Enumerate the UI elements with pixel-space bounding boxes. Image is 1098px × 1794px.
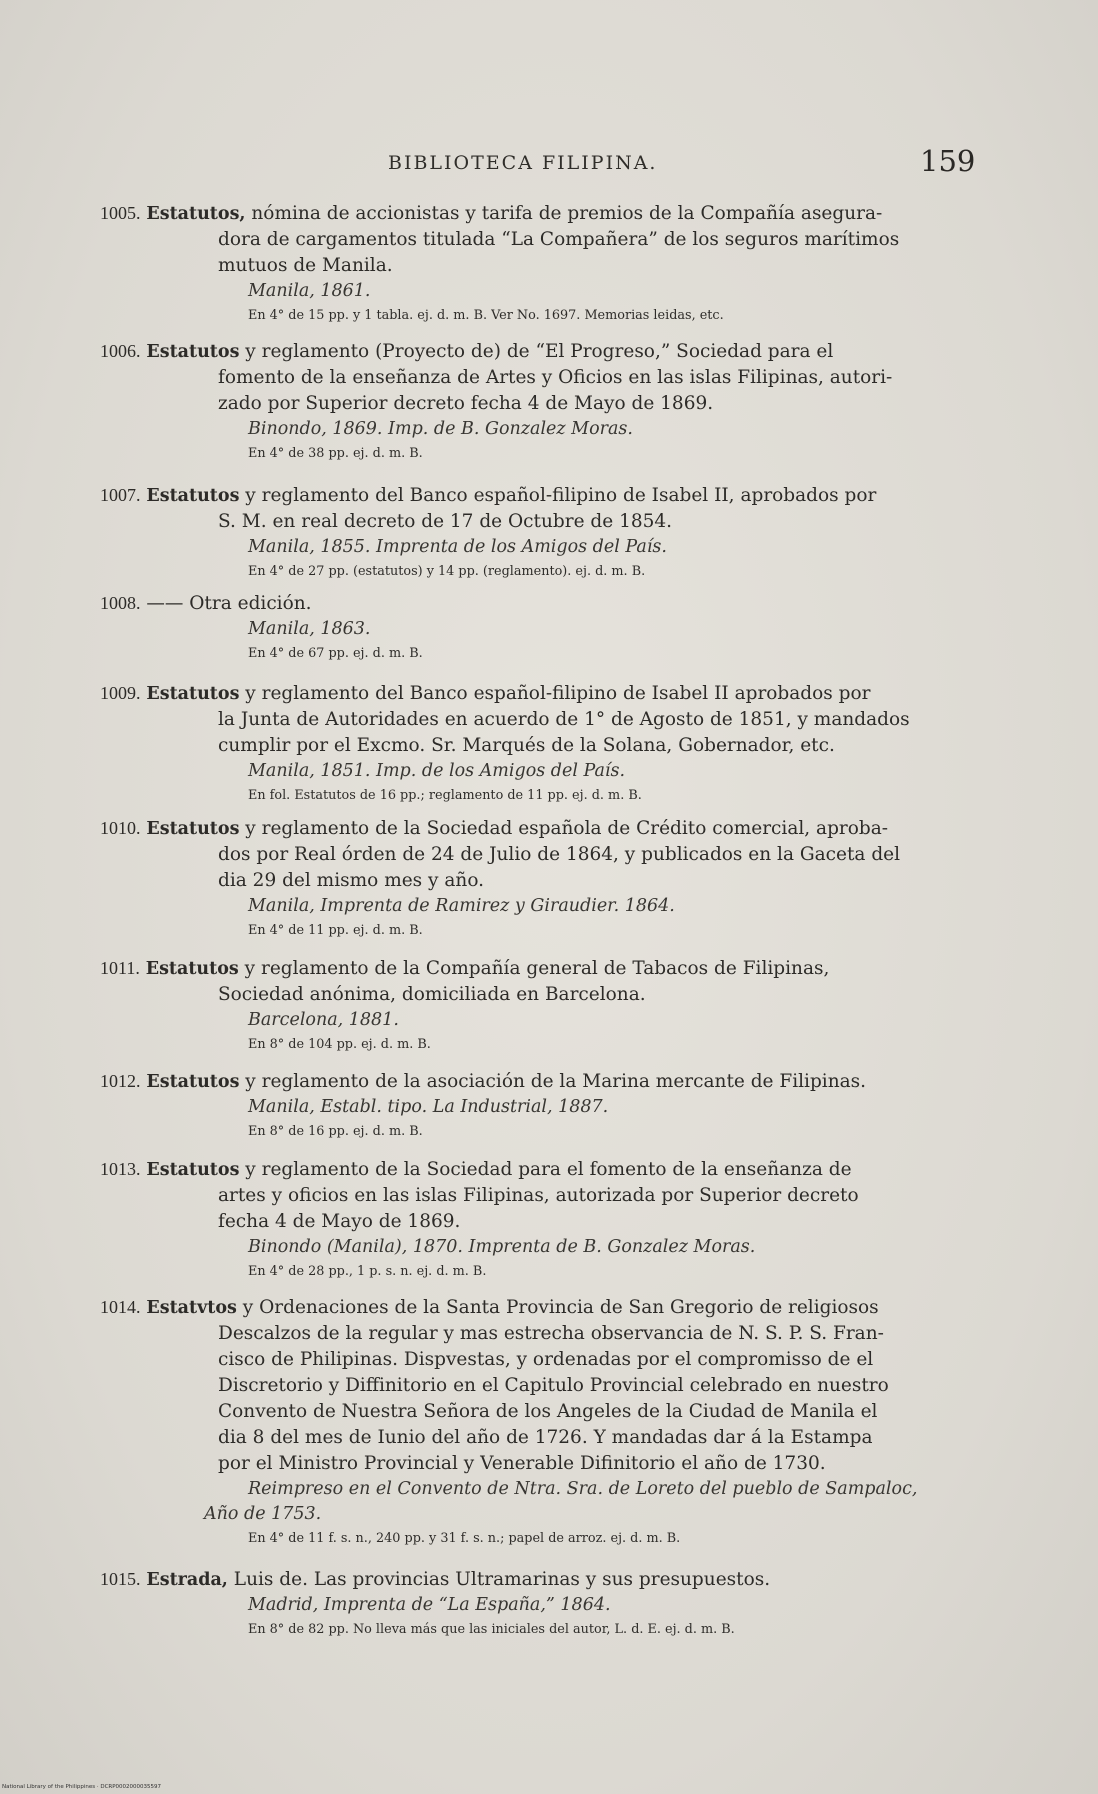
entry-number: 1010. (100, 818, 141, 838)
entry-text: y Ordenaciones de la Santa Provincia de San Gregorio de religiosos (236, 1297, 879, 1318)
entry-number: 1013. (100, 1159, 141, 1179)
entry-heading: Estatutos (146, 486, 240, 506)
entry-text: Luis de. Las provincias Ultramarinas y sus presupuestos. (227, 1569, 771, 1590)
entry-description: En 4° de 28 pp., 1 p. s. n. ej. d. m. B. (248, 1264, 487, 1279)
entry-text: zado por Superior decreto fecha 4 de Mayo de 1869. (218, 393, 714, 414)
entry-first-line (100, 955, 980, 982)
catalog-entry-1010 (100, 815, 980, 943)
entry-text: la Junta de Autoridades en acuerdo de 1° de Agosto de 1851, y mandados (218, 709, 910, 730)
entry-description: En 4° de 15 pp. y 1 tabla. ej. d. m. B. Ver No. 1697. Memorias leidas, etc. (248, 308, 724, 323)
entry-text: fomento de la enseñanza de Artes y Oficios en las islas Filipinas, autori- (218, 367, 893, 388)
entry-description: En 4° de 38 pp. ej. d. m. B. (248, 446, 423, 461)
entry-text: S. M. en real decreto de 17 de Octubre de 1854. (218, 511, 673, 532)
entry-heading: Estatutos, (146, 204, 246, 224)
entry-text: y reglamento (Proyecto de) de “El Progreso,” Sociedad para el (239, 341, 834, 362)
entry-heading: Estrada, (146, 1570, 228, 1590)
entry-imprint: Manila, 1851. Imp. de los Amigos del País. (248, 761, 626, 781)
entry-text: y reglamento de la asociación de la Marina mercante de Filipinas. (239, 1071, 867, 1092)
catalog-entry-1008 (100, 590, 980, 666)
entry-number: 1008. (100, 593, 141, 613)
entry-description: En 8° de 104 pp. ej. d. m. B. (248, 1037, 431, 1052)
entry-number: 1007. (100, 485, 141, 505)
entry-description: En 4° de 11 pp. ej. d. m. B. (248, 923, 423, 938)
entry-number: 1009. (100, 683, 141, 703)
entry-first-line (100, 482, 980, 509)
entry-imprint: Manila, 1855. Imprenta de los Amigos del País. (248, 537, 667, 557)
catalog-entry-1007 (100, 482, 980, 584)
entry-description: En 4° de 67 pp. ej. d. m. B. (248, 646, 423, 661)
entry-text: fecha 4 de Mayo de 1869. (218, 1211, 461, 1232)
entry-first-line (100, 1566, 980, 1593)
entry-description: En 4° de 11 f. s. n., 240 pp. y 31 f. s. n.; papel de arroz. ej. d. m. B. (248, 1531, 681, 1546)
entry-text: y reglamento de la Compañía general de Tabacos de Filipinas, (238, 958, 830, 979)
catalog-entry-1005 (100, 200, 980, 328)
entry-imprint: Barcelona, 1881. (248, 1010, 399, 1030)
entry-text: y reglamento de la Sociedad para el fomento de la enseñanza de (239, 1159, 852, 1180)
entry-imprint: Manila, Imprenta de Ramirez y Giraudier. 1864. (248, 896, 675, 916)
catalog-entry-1013 (100, 1156, 980, 1284)
catalog-entry-1012 (100, 1068, 980, 1144)
entry-imprint: Manila, Establ. tipo. La Industrial, 1887. (248, 1097, 609, 1117)
entry-number: 1015. (100, 1569, 141, 1589)
entry-text: dos por Real órden de 24 de Julio de 1864, y publicados en la Gaceta del (218, 844, 901, 865)
entry-heading: Estatvtos (146, 1298, 237, 1318)
entry-text: y reglamento de la Sociedad española de Crédito comercial, aproba- (239, 818, 889, 839)
entry-imprint: Binondo, 1869. Imp. de B. Gonzalez Moras. (248, 419, 633, 439)
catalog-entry-1014 (100, 1294, 980, 1551)
entry-text: y reglamento del Banco español-filipino de Isabel II, aprobados por (239, 485, 877, 506)
entry-first-line (100, 1068, 980, 1095)
entry-imprint: Año de 1753. (204, 1504, 322, 1524)
entry-text: nómina de accionistas y tarifa de premios de la Compañía asegura- (245, 203, 883, 224)
entry-text: cumplir por el Excmo. Sr. Marqués de la Solana, Gobernador, etc. (218, 735, 835, 756)
entry-description: En 8° de 16 pp. ej. d. m. B. (248, 1124, 423, 1139)
entry-imprint: Madrid, Imprenta de “La España,” 1864. (248, 1595, 611, 1615)
entry-heading: Estatutos (146, 1160, 240, 1180)
entry-text: Convento de Nuestra Señora de los Angeles de la Ciudad de Manila el (218, 1401, 878, 1422)
entry-text: dia 29 del mismo mes y año. (218, 870, 485, 891)
entry-text: —— Otra edición. (140, 593, 312, 614)
page-number: 159 (920, 144, 976, 178)
entry-text: cisco de Philipinas. Dispvestas, y ordenadas por el compromisso de el (218, 1349, 874, 1370)
catalog-entry-1009 (100, 680, 980, 808)
entry-heading: Estatutos (146, 1072, 240, 1092)
entry-number: 1005. (100, 203, 141, 223)
entry-first-line (100, 1156, 980, 1183)
entry-text: y reglamento del Banco español-filipino de Isabel II aprobados por (239, 683, 871, 704)
entry-heading: Estatutos (146, 684, 240, 704)
entry-description: En 8° de 82 pp. No lleva más que las iniciales del autor, L. d. E. ej. d. m. B. (248, 1622, 735, 1637)
entry-imprint: Binondo (Manila), 1870. Imprenta de B. Gonzalez Moras. (248, 1237, 756, 1257)
entry-description: En 4° de 27 pp. (estatutos) y 14 pp. (reglamento). ej. d. m. B. (248, 564, 646, 579)
entry-heading: Estatutos (146, 342, 240, 362)
entry-first-line (100, 815, 980, 842)
entry-number: 1006. (100, 341, 141, 361)
catalog-entry-1006 (100, 338, 980, 466)
entry-first-line (100, 338, 980, 365)
entry-text: mutuos de Manila. (218, 255, 393, 276)
entry-number: 1014. (100, 1297, 141, 1317)
scan-credit: National Library of the Philippines · DCRP0002000035597 (2, 1784, 162, 1790)
entry-description: En fol. Estatutos de 16 pp.; reglamento de 11 pp. ej. d. m. B. (248, 788, 642, 803)
entry-text: dia 8 del mes de Iunio del año de 1726. Y mandadas dar á la Estampa (218, 1427, 873, 1448)
entry-imprint: Manila, 1863. (248, 619, 371, 639)
running-head: BIBLIOTECA FILIPINA. (388, 152, 658, 174)
catalog-entry-1015 (100, 1566, 980, 1642)
entry-heading: Estatutos (146, 819, 240, 839)
entry-imprint: Reimpreso en el Convento de Ntra. Sra. de Loreto del pueblo de Sampaloc, (248, 1479, 918, 1499)
entry-imprint: Manila, 1861. (248, 281, 371, 301)
entry-first-line (100, 1294, 980, 1321)
entry-text: dora de cargamentos titulada “La Compañera” de los seguros marítimos (218, 229, 900, 250)
entry-heading: Estatutos (145, 959, 239, 979)
entry-text: por el Ministro Provincial y Venerable Difinitorio el año de 1730. (218, 1453, 826, 1474)
entry-number: 1012. (100, 1071, 141, 1091)
entry-number: 1011. (100, 958, 140, 978)
entry-first-line (100, 200, 980, 227)
entry-first-line (100, 680, 980, 707)
entry-first-line (100, 590, 980, 617)
entry-text: Descalzos de la regular y mas estrecha observancia de N. S. P. S. Fran- (218, 1323, 884, 1344)
entry-text: artes y oficios en las islas Filipinas, autorizada por Superior decreto (218, 1185, 859, 1206)
entry-text: Discretorio y Diffinitorio en el Capitulo Provincial celebrado en nuestro (218, 1375, 889, 1396)
entry-text: Sociedad anónima, domiciliada en Barcelona. (218, 984, 646, 1005)
catalog-entry-1011 (100, 955, 980, 1057)
page-header (0, 144, 1098, 184)
